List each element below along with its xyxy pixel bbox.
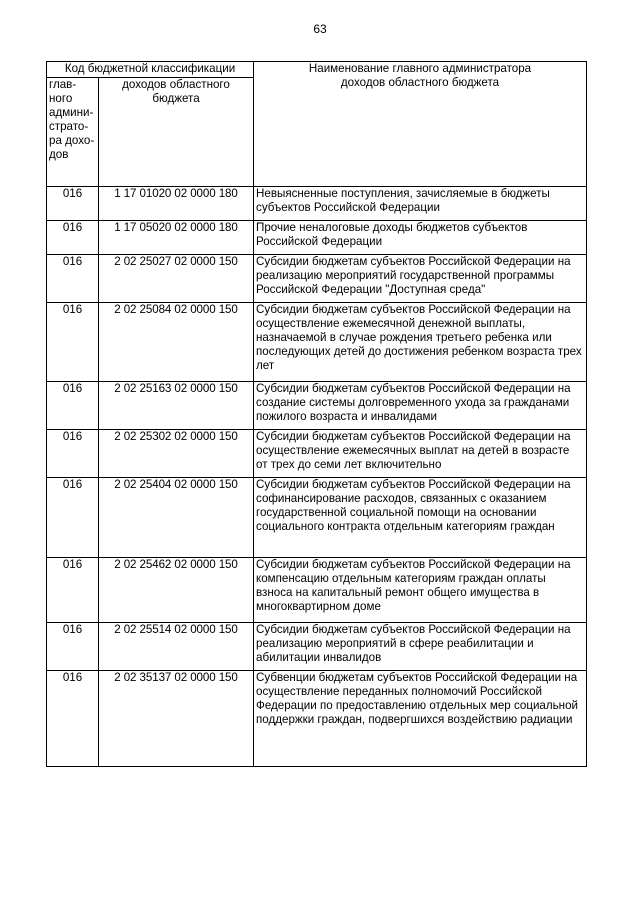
table-row [47, 671, 587, 767]
table-header [47, 62, 587, 187]
header-income-code-text: доходов областного бюджета [122, 78, 230, 105]
administrator-name-cell: Субсидии бюджетам субъектов Российской Федерации на осуществление ежемесячных выплат на детей в возрасте от трех до семи лет включительно [254, 430, 587, 478]
budget-code-cell: 1 17 05020 02 0000 180 [99, 221, 254, 255]
table-row [47, 478, 587, 558]
admin-code-cell: 016 [47, 303, 99, 382]
administrator-name-cell: Субсидии бюджетам субъектов Российской Федерации на реализацию мероприятий в сфере реабилитации и абилитации инвалидов [254, 623, 587, 671]
table-row [47, 430, 587, 478]
header-main-administrator-text: глав- ного админи- страто- ра дохо- дов [49, 78, 95, 161]
table-row [47, 382, 587, 430]
administrator-name-cell: Субсидии бюджетам субъектов Российской Федерации на софинансирование расходов, связанных с оказанием государственной социальной помощи на основании социального контракта отдельным категориям граждан [254, 478, 587, 558]
budget-code-cell: 2 02 35137 02 0000 150 [99, 671, 254, 767]
budget-code-cell: 2 02 25404 02 0000 150 [99, 478, 254, 558]
admin-code-cell: 016 [47, 430, 99, 478]
table-body [47, 187, 587, 767]
administrator-name-cell: Субсидии бюджетам субъектов Российской Федерации на осуществление ежемесячной денежной выплаты, назначаемой в случае рождения третьего ребенка или последующих детей до достижения ребенком возраста трех лет [254, 303, 587, 382]
admin-code-cell: 016 [47, 623, 99, 671]
admin-code-cell: 016 [47, 382, 99, 430]
budget-classification-table [46, 61, 587, 767]
table-row [47, 187, 587, 221]
header-classification-code: Код бюджетной классификации [47, 62, 254, 78]
table-row [47, 558, 587, 623]
header-administrator-name [254, 62, 587, 187]
page-number: 63 [313, 22, 327, 36]
header-administrator-name-text: Наименование главного администратора доходов областного бюджета [308, 62, 532, 89]
table-row [47, 303, 587, 382]
budget-code-cell: 2 02 25027 02 0000 150 [99, 255, 254, 303]
header-row-group [47, 62, 587, 78]
budget-code-cell: 2 02 25462 02 0000 150 [99, 558, 254, 623]
admin-code-cell: 016 [47, 671, 99, 767]
budget-code-cell: 2 02 25084 02 0000 150 [99, 303, 254, 382]
admin-code-cell: 016 [47, 478, 99, 558]
admin-code-cell: 016 [47, 255, 99, 303]
table-row [47, 221, 587, 255]
admin-code-cell: 016 [47, 558, 99, 623]
header-main-administrator [47, 78, 99, 187]
budget-code-cell: 2 02 25163 02 0000 150 [99, 382, 254, 430]
budget-code-cell: 2 02 25514 02 0000 150 [99, 623, 254, 671]
budget-code-cell: 1 17 01020 02 0000 180 [99, 187, 254, 221]
administrator-name-cell: Субсидии бюджетам субъектов Российской Федерации на компенсацию отдельным категориям граждан оплаты взноса на капитальный ремонт общего имущества в многоквартирном доме [254, 558, 587, 623]
table-row [47, 623, 587, 671]
administrator-name-cell: Субсидии бюджетам субъектов Российской Федерации на реализацию мероприятий государственной программы Российской Федерации "Доступная среда" [254, 255, 587, 303]
admin-code-cell: 016 [47, 187, 99, 221]
administrator-name-cell: Прочие неналоговые доходы бюджетов субъектов Российской Федерации [254, 221, 587, 255]
administrator-name-cell: Невыясненные поступления, зачисляемые в бюджеты субъектов Российской Федерации [254, 187, 587, 221]
administrator-name-cell: Субвенции бюджетам субъектов Российской Федерации на осуществление переданных полномочий Российской Федерации по предоставлению отдельных мер социальной поддержки граждан, подвергшихся воздействию радиации [254, 671, 587, 767]
admin-code-cell: 016 [47, 221, 99, 255]
header-income-code [99, 78, 254, 187]
administrator-name-cell: Субсидии бюджетам субъектов Российской Федерации на создание системы долговременного ухода за гражданами пожилого возраста и инвалидами [254, 382, 587, 430]
table-row [47, 255, 587, 303]
budget-code-cell: 2 02 25302 02 0000 150 [99, 430, 254, 478]
